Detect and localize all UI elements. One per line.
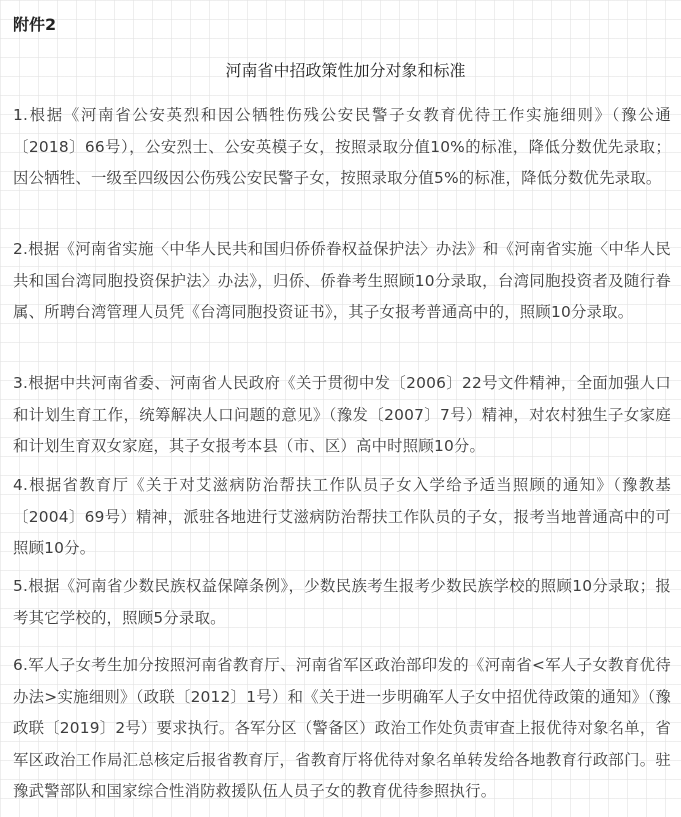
document-title: 河南省中招政策性加分对象和标准 bbox=[225, 61, 466, 80]
policy-paragraph-4: 4.根据省教育厅《关于对艾滋病防治帮扶工作队员子女入学给予适当照顾的通知》（豫教基〔2004〕69号）精神，派驻各地进行艾滋病防治帮扶工作队员的子女，报考当地普通高中的可照顾10分。 bbox=[13, 476, 671, 557]
policy-paragraph-3: 3.根据中共河南省委、河南省人民政府《关于贯彻中发〔2006〕22号文件精神，全面加强人口和计划生育工作，统筹解决人口问题的意见》（豫发〔2007〕7号）精神，对农村独生子女家庭和计划生育双女家庭，其子女报考本县（市、区）高中时照顾10分。 bbox=[13, 374, 671, 455]
policy-paragraph-6: 6.军人子女考生加分按照河南省教育厅、河南省军区政治部印发的《河南省<军人子女教育优待办法>实施细则》（政联〔2012〕1号）和《关于进一步明确军人子女中招优待政策的通知》（豫政联〔2019〕2号）要求执行。各军分区（警备区）政治工作处负责审查上报优待对象名单，省军区政治工作局汇总核定后报省教育厅，省教育厅将优待对象名单转发给各地教育行政部门。驻豫武警部队和国家综合性消防救援队伍人员子女的教育优待参照执行。 bbox=[13, 656, 671, 800]
policy-paragraph-5: 5.根据《河南省少数民族权益保障条例》，少数民族考生报考少数民族学校的照顾10分录取；报考其它学校的，照顾5分录取。 bbox=[13, 577, 671, 627]
attachment-label: 附件2 bbox=[13, 15, 57, 34]
policy-paragraph-2: 2.根据《河南省实施〈中华人民共和国归侨侨眷权益保护法〉办法》和《河南省实施〈中华人民共和国台湾同胞投资保护法〉办法》，归侨、侨眷考生照顾10分录取，台湾同胞投资者及随行眷属、所聘台湾管理人员凭《台湾同胞投资证书》，其子女报考普通高中的，照顾10分录取。 bbox=[13, 240, 671, 321]
policy-paragraph-1: 1.根据《河南省公安英烈和因公牺牲伤残公安民警子女教育优待工作实施细则》（豫公通〔2018〕66号），公安烈士、公安英模子女，按照录取分值10%的标准，降低分数优先录取；因公牺牲、一级至四级因公伤残公安民警子女，按照录取分值5%的标准，降低分数优先录取。 bbox=[13, 106, 671, 187]
